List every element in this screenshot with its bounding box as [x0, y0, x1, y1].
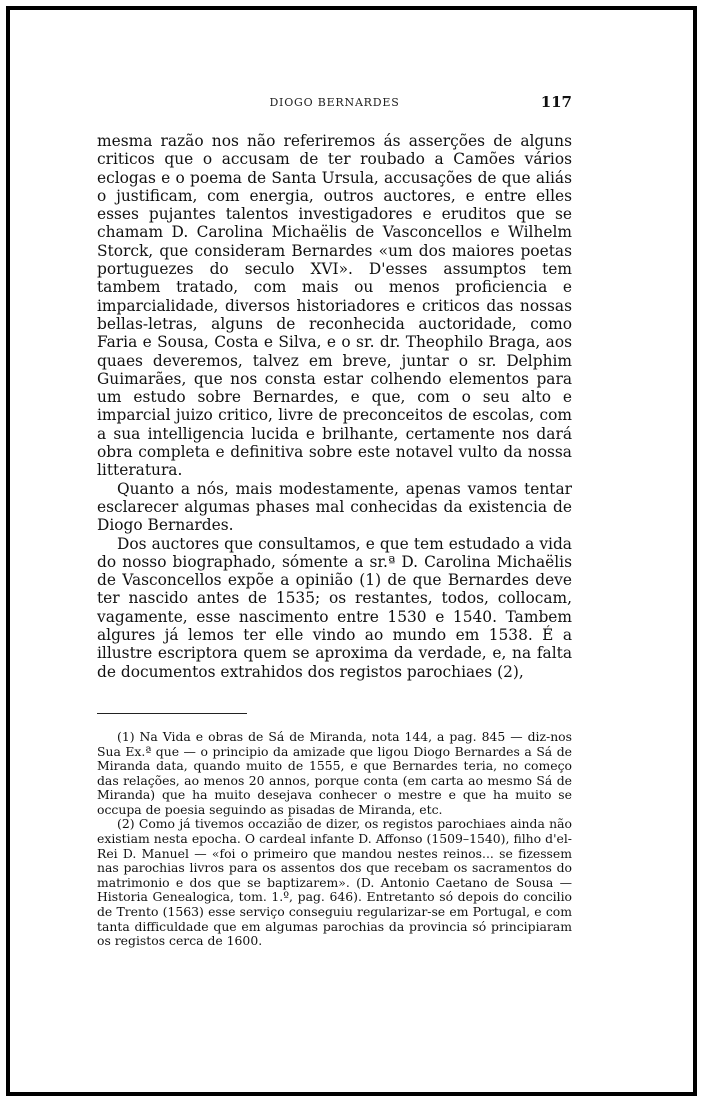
footnote-rule — [97, 713, 247, 714]
footnote-2: (2) Como já tivemos occazião de dizer, os registos parochiaes ainda não existiam nesta epocha. O cardeal infante D. Affonso (1509–1540), filho d'el-Rei D. Manuel — «foi o primeiro que mandou nestes reinos... se fizessem nas parochias livros para os assentos dos que recebam os sacramentos do matrimonio e dos que se baptizarem». (D. Antonio Caetano de Sousa — Historia Genealogica, tom. 1.º, pag. 646). Entretanto só depois do concilio de Trento (1563) esse serviço conseguiu regularizar-se em Portugal, e com tanta difficuldade que em algumas parochias da provincia só principiaram os registos cerca de 1600. — [97, 816, 572, 949]
running-head: DIOGO BERNARDES — [269, 96, 400, 109]
footnotes — [97, 730, 572, 949]
paragraph-1: mesma razão nos não referiremos ás asserções de alguns criticos que o accusam de ter roubado a Camões vários eclogas e o poema de Santa Ursula, accusações de que aliás o justificam, com energia, outros auctores, e entre elles esses pujantes talentos investigadores e eruditos que se chamam D. Carolina Michaëlis de Vasconcellos e Wilhelm Storck, que consideram Bernardes «um dos maiores poetas portuguezes do seculo XVI». D'esses assumptos tem tambem tratado, com mais ou menos proficiencia e imparcialidade, diversos historiadores e criticos das nossas bellas-letras, alguns de reconhecida auctoridade, como Faria e Sousa, Costa e Silva, e o sr. dr. Theophilo Braga, aos quaes deveremos, talvez em breve, juntar o sr. Delphim Guimarães, que nos consta estar colhendo elementos para um estudo sobre Bernardes, e que, com o seu alto e imparcial juizo critico, livre de preconceitos de escolas, com a sua intelligencia lucida e brilhante, certamente nos dará obra completa e definitiva sobre este notavel vulto da nossa litteratura. — [97, 132, 572, 480]
main-text — [97, 132, 572, 681]
footnote-1: (1) Na Vida e obras de Sá de Miranda, nota 144, a pag. 845 — diz-nos Sua Ex.ª que — o principio da amizade que ligou Diogo Bernardes a Sá de Miranda data, quando muito de 1555, e que Bernardes teria, no começo das relações, ao menos 20 annos, porque conta (em carta ao mesmo Sá de Miranda) que ha muito desejava conhecer o mestre e que ha muito se occupa de poesia seguindo as pisadas de Miranda, etc. — [97, 728, 572, 817]
book-page — [97, 93, 572, 949]
paragraph-2: Quanto a nós, mais modestamente, apenas vamos tentar esclarecer algumas phases mal conhecidas da existencia de Diogo Bernardes. — [97, 479, 572, 535]
page-header — [97, 93, 572, 120]
paragraph-3: Dos auctores que consultamos, e que tem estudado a vida do nosso biographado, sómente a sr.ª D. Carolina Michaëlis de Vasconcellos expõe a opinião (1) de que Bernardes deve ter nascido antes de 1535; os restantes, todos, collocam, vagamente, esse nascimento entre 1530 e 1540. Tambem algures já lemos ter elle vindo ao mundo em 1538. É a illustre escriptora quem se aproxima da verdade, e, na falta de documentos extrahidos dos registos parochiaes (2), — [97, 534, 572, 681]
page-number: 117 — [540, 93, 572, 111]
